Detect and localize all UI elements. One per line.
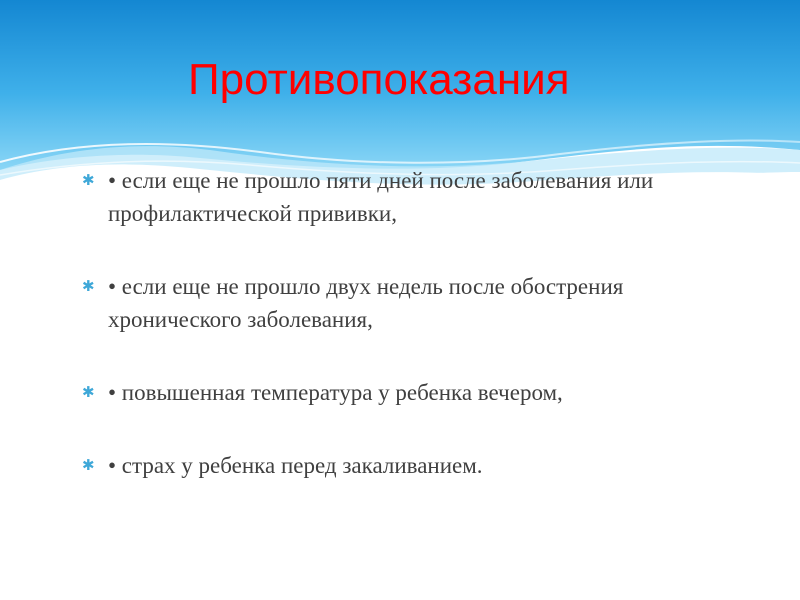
bullet-text: • если еще не прошло двух недель после обострения хронического заболевания, bbox=[108, 274, 624, 332]
bullet-text: • страх у ребенка перед закаливанием. bbox=[108, 453, 483, 478]
bullet-list bbox=[80, 164, 740, 522]
asterisk-bullet-icon: ✱ bbox=[82, 383, 95, 401]
bullet-item bbox=[80, 449, 740, 482]
bullet-item bbox=[80, 270, 740, 336]
asterisk-bullet-icon: ✱ bbox=[82, 456, 95, 474]
bullet-text: • повышенная температура у ребенка вечером, bbox=[108, 380, 563, 405]
bullet-text: • если еще не прошло пяти дней после заболевания или профилактической прививки, bbox=[108, 168, 654, 226]
asterisk-bullet-icon: ✱ bbox=[82, 277, 95, 295]
asterisk-bullet-icon: ✱ bbox=[82, 171, 95, 189]
slide-title: Противопоказания bbox=[188, 55, 570, 104]
bullet-item bbox=[80, 164, 740, 230]
bullet-item bbox=[80, 376, 740, 409]
